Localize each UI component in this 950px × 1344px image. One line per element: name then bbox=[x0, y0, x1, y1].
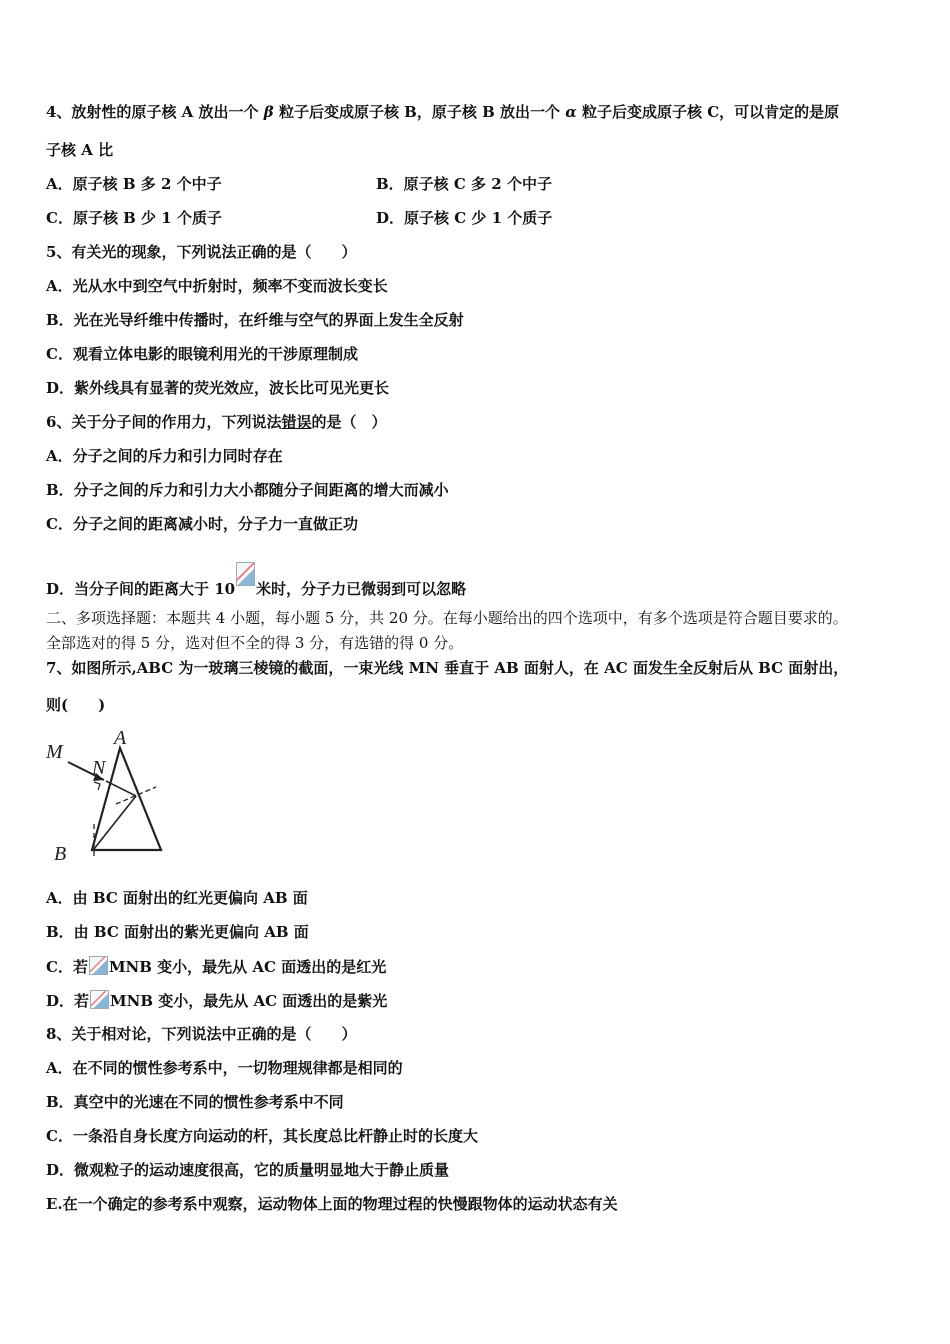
alpha-symbol: α bbox=[565, 103, 577, 121]
prism-diagram bbox=[44, 728, 168, 864]
q6-stem-text: 6、关于分子间的作用力，下列说法 bbox=[46, 413, 282, 431]
section2-instructions-line1: 二、多项选择题：本题共 4 小题，每小题 5 分，共 20 分。在每小题给出的四个选项中，有多个选项是符合题目要求的。 bbox=[46, 609, 848, 627]
q7-option-d bbox=[46, 990, 387, 1011]
q5-stem: 5、有关光的现象，下列说法正确的是（ ） bbox=[46, 243, 357, 261]
q7-option-c-text-end: MNB 变小，最先从 AC 面透出的是红光 bbox=[108, 958, 387, 976]
beta-symbol: β bbox=[263, 103, 274, 121]
label-n: N bbox=[92, 757, 106, 779]
q7-option-d-text-end: MNB 变小，最先从 AC 面透出的是紫光 bbox=[110, 992, 388, 1010]
q4-stem-text-end: 粒子后变成原子核 C，可以肯定的是原 bbox=[576, 103, 840, 121]
q4-option-b: B．原子核 C 多 2 个中子 bbox=[376, 175, 552, 193]
broken-image-icon bbox=[236, 562, 255, 586]
q6-option-b: B．分子之间的斥力和引力大小都随分子间距离的增大而减小 bbox=[46, 481, 449, 499]
q6-stem-emphasis: 错误 bbox=[281, 413, 312, 431]
q7-option-d-text: D．若 bbox=[46, 992, 90, 1010]
q7-option-c-text: C．若 bbox=[46, 958, 88, 976]
label-b: B bbox=[54, 843, 67, 864]
q4-option-d: D．原子核 C 少 1 个质子 bbox=[376, 209, 553, 227]
ray-inside-prism bbox=[106, 781, 136, 796]
q7-stem-line1: 7、如图所示,ABC 为一玻璃三棱镜的截面，一束光线 MN 垂直于 AB 面射人，在 AC 面发生全反射后从 BC 面射出， bbox=[46, 659, 849, 677]
right-angle-mark bbox=[94, 782, 100, 790]
q8-option-b: B．真空中的光速在不同的惯性参考系中不同 bbox=[46, 1093, 344, 1111]
q6-option-c: C．分子之间的距离减小时，分子力一直做正功 bbox=[46, 515, 358, 533]
q4-stem-text-mid: 粒子后变成原子核 B，原子核 B 放出一个 bbox=[273, 103, 566, 121]
q6-option-d-text-end: 米时，分子力已微弱到可以忽略 bbox=[256, 580, 467, 598]
q8-option-c: C．一条沿自身长度方向运动的杆，其长度总比杆静止时的长度大 bbox=[46, 1127, 478, 1145]
q7-stem-line2: 则( ) bbox=[46, 696, 106, 714]
q5-option-c: C．观看立体电影的眼镜利用光的干涉原理制成 bbox=[46, 345, 358, 363]
q8-option-e: E.在一个确定的参考系中观察，运动物体上面的物理过程的快慢跟物体的运动状态有关 bbox=[46, 1195, 618, 1213]
q4-stem-line1 bbox=[46, 102, 839, 122]
label-m: M bbox=[46, 741, 63, 763]
q7-option-b: B．由 BC 面射出的紫光更偏向 AB 面 bbox=[46, 923, 309, 941]
q6-option-d bbox=[46, 562, 466, 599]
broken-image-icon bbox=[89, 956, 108, 975]
q5-option-d: D．紫外线具有显著的荧光效应，波长比可见光更长 bbox=[46, 379, 390, 397]
q4-option-a: A．原子核 B 多 2 个中子 bbox=[46, 175, 222, 193]
broken-image-icon bbox=[90, 990, 109, 1009]
q5-option-a: A．光从水中到空气中折射时，频率不变而波长变长 bbox=[46, 277, 388, 295]
section2-instructions-line2: 全部选对的得 5 分，选对但不全的得 3 分，有选错的得 0 分。 bbox=[46, 634, 464, 652]
q5-option-b: B．光在光导纤维中传播时，在纤维与空气的界面上发生全反射 bbox=[46, 311, 464, 329]
q6-stem-text-end: 的是（ ） bbox=[311, 413, 387, 431]
q4-option-c: C．原子核 B 少 1 个质子 bbox=[46, 209, 222, 227]
q8-option-a: A．在不同的惯性参考系中，一切物理规律都是相同的 bbox=[46, 1059, 403, 1077]
label-a: A bbox=[114, 728, 127, 749]
q7-option-a: A．由 BC 面射出的红光更偏向 AB 面 bbox=[46, 889, 308, 907]
q6-option-a: A．分子之间的斥力和引力同时存在 bbox=[46, 447, 283, 465]
q8-option-d: D．微观粒子的运动速度很高，它的质量明显地大于静止质量 bbox=[46, 1161, 450, 1179]
q8-stem: 8、关于相对论，下列说法中正确的是（ ） bbox=[46, 1025, 357, 1043]
q4-stem-line2: 子核 A 比 bbox=[46, 141, 114, 159]
q6-option-d-text: D．当分子间的距离大于 10 bbox=[46, 580, 236, 598]
q4-stem-text: 4、放射性的原子核 A 放出一个 bbox=[46, 103, 264, 121]
q7-option-c bbox=[46, 956, 386, 977]
q6-stem bbox=[46, 412, 386, 432]
